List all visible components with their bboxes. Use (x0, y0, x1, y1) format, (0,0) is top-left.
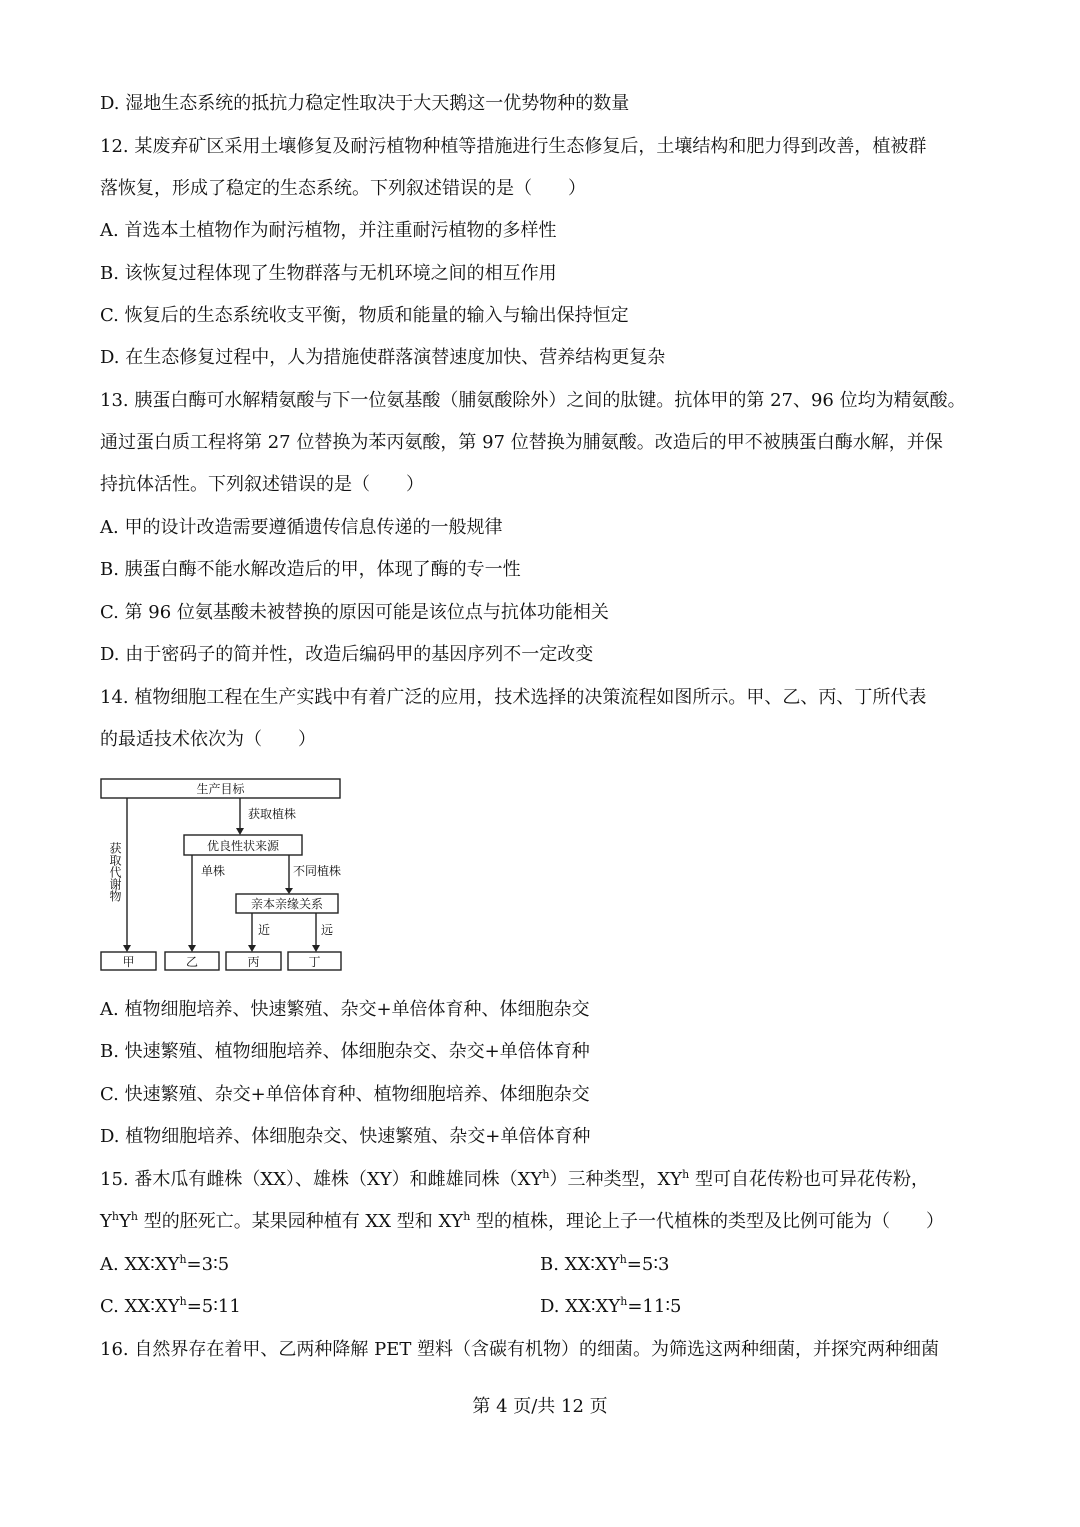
q15-stem-line2: $Y^hY^h$ 型的胚死亡。某果园种植有 XX 型和 $XY^h$ 型的植株，理论上子一代植株的类型及比例可能为（ ） (100, 1210, 945, 1232)
label-parent-kinship: 亲本亲缘关系 (250, 897, 324, 911)
arrow-jia (123, 945, 131, 952)
q13-option-c: C. 第 96 位氨基酸未被替换的原因可能是该位点与抗体功能相关 (100, 602, 609, 623)
label-get-plant: 获取植株 (248, 807, 297, 821)
q14-stem-line1: 14. 植物细胞工程在生产实践中有着广泛的应用，技术选择的决策流程如图所示。甲、乙、丙、丁所代表 (100, 687, 927, 708)
label-production-goal: 生产目标 (196, 782, 245, 796)
q15-option-c: C. $XX∶XY^h=5∶11$ (100, 1295, 241, 1317)
decision-flow-diagram (95, 772, 350, 977)
q15-option-d: D. $XX∶XY^h=11∶5$ (540, 1295, 682, 1317)
q14-option-c: C. 快速繁殖、杂交+单倍体育种、植物细胞培养、体细胞杂交 (100, 1084, 590, 1105)
q15-option-a: A. $XX∶XY^h=3∶5$ (100, 1253, 230, 1275)
q13-stem-line1: 13. 胰蛋白酶可水解精氨酸与下一位氨基酸（脯氨酸除外）之间的肽键。抗体甲的第 27、96 位均为精氨酸。 (100, 390, 966, 411)
q14-option-b: B. 快速繁殖、植物细胞培养、体细胞杂交、杂交+单倍体育种 (100, 1041, 590, 1062)
q13-option-b: B. 胰蛋白酶不能水解改造后的甲，体现了酶的专一性 (100, 559, 521, 580)
label-yi: 乙 (185, 955, 199, 969)
label-trait-source: 优良性状来源 (206, 839, 280, 853)
q13-option-d: D. 由于密码子的简并性，改造后编码甲的基因序列不一定改变 (100, 644, 594, 665)
q14-option-a: A. 植物细胞培养、快速繁殖、杂交+单倍体育种、体细胞杂交 (100, 999, 590, 1020)
label-get-metabolite: 获取代谢物 (108, 842, 122, 902)
q15-stem-line1: 15. 番木瓜有雌株（XX）、雄株（XY）和雌雄同株$(XY^h)$三种类型，$XY^h$ 型可自花传粉也可异花传粉， (100, 1168, 929, 1190)
arrow-ding (312, 945, 320, 952)
label-far: 远 (321, 923, 334, 937)
label-bing: 丙 (247, 955, 260, 969)
q16-stem-line1: 16. 自然界存在着甲、乙两种降解 PET 塑料（含碳有机物）的细菌。为筛选这两种细菌，并探究两种细菌 (100, 1339, 940, 1360)
q12-option-a: A. 首选本土植物作为耐污植物，并注重耐污植物的多样性 (100, 220, 557, 241)
q14-option-d: D. 植物细胞培养、体细胞杂交、快速繁殖、杂交+单倍体育种 (100, 1126, 591, 1147)
q12-stem-line1: 12. 某废弃矿区采用土壤修复及耐污植物种植等措施进行生态修复后，土壤结构和肥力得到改善，植被群 (100, 136, 927, 157)
arrow-get-plant (236, 828, 244, 835)
q12-option-c: C. 恢复后的生态系统收支平衡，物质和能量的输入与输出保持恒定 (100, 305, 629, 326)
q12-stem-line2: 落恢复，形成了稳定的生态系统。下列叙述错误的是（ ） (100, 178, 586, 199)
q13-option-a: A. 甲的设计改造需要遵循遗传信息传递的一般规律 (100, 517, 503, 538)
q13-stem-line3: 持抗体活性。下列叙述错误的是（ ） (100, 474, 424, 495)
arrow-yi (188, 945, 196, 952)
q14-stem-line2: 的最适技术依次为（ ） (100, 729, 316, 750)
label-different-plants: 不同植株 (293, 864, 342, 878)
label-single-plant: 单株 (201, 864, 226, 878)
q13-stem-line2: 通过蛋白质工程将第 27 位替换为苯丙氨酸，第 97 位替换为脯氨酸。改造后的甲不被胰蛋白酶水解，并保 (100, 432, 943, 453)
arrow-kinship (285, 888, 293, 894)
q12-option-b: B. 该恢复过程体现了生物群落与无机环境之间的相互作用 (100, 263, 557, 284)
q12-option-d: D. 在生态修复过程中，人为措施使群落演替速度加快、营养结构更复杂 (100, 347, 666, 368)
q15-option-b: B. $XX∶XY^h=5∶3$ (540, 1253, 670, 1275)
page-footer: 第 4 页/共 12 页 (472, 1396, 608, 1417)
label-ding: 丁 (308, 955, 321, 969)
label-jia: 甲 (122, 955, 135, 969)
label-near: 近 (258, 923, 271, 937)
arrow-bing (248, 945, 256, 952)
q11-option-d: D. 湿地生态系统的抵抗力稳定性取决于大天鹅这一优势物种的数量 (100, 93, 630, 114)
